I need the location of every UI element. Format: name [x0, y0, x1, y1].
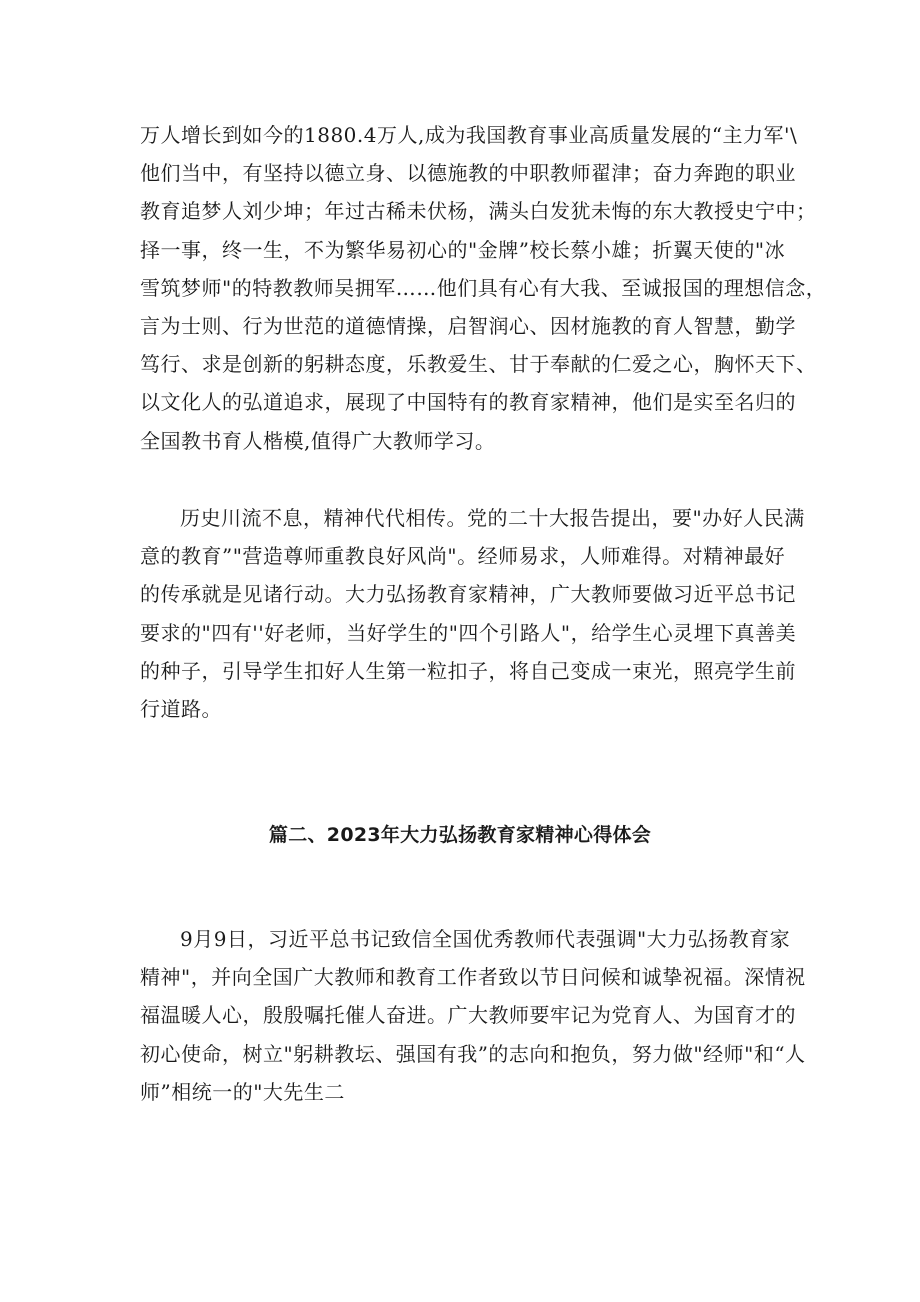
section-heading: 篇二、2023年大力弘扬教育家精神心得体会	[268, 824, 652, 846]
text-line: 福温暖人心，殷殷嘱托催人奋进。广大教师要牢记为党育人、为国育才的	[140, 1003, 796, 1028]
text-line: 笃行、求是创新的躬耕态度，乐教爱生、甘于奉献的仁爱之心，胸怀天下、	[140, 352, 817, 377]
text-line: 意的教育”"营造尊师重教良好风尚"。经师易求，人师难得。对精神最好	[140, 544, 786, 569]
text-line: 行道路。	[140, 696, 222, 721]
text-line: 9月9日，习近平总书记致信全国优秀教师代表强调"大力弘扬教育家	[180, 927, 791, 951]
text-line: 以文化人的弘道追求，展现了中国特有的教育家精神，他们是实至名归的	[140, 390, 796, 415]
text-line: 要求的"四有''好老师，当好学生的"四个引路人"，给学生心灵埋下真善美	[140, 620, 797, 645]
text-line: 初心使命，树立"躬耕教坛、强国有我”的志向和抱负，努力做"经师"和“人	[140, 1041, 806, 1066]
text-line: 择一事，终一生，不为繁华易初心的"金牌”校长蔡小雄；折翼天使的"冰	[140, 237, 786, 262]
text-line: 师”相统一的"大先生二	[140, 1079, 345, 1104]
paragraph-teachers-day-letter	[140, 920, 806, 1111]
text-line: 全国教书育人楷模,值得广大教师学习。	[140, 428, 496, 453]
text-line: 万人增长到如今的1880.4万人,成为我国教育事业高质量发展的“主力军'\	[140, 123, 798, 147]
text-line: 言为士则、行为世范的道德情操，启智润心、因材施教的育人智慧，勤学	[140, 313, 796, 338]
paragraph-spirit-inheritance	[140, 499, 805, 728]
text-line: 雪筑梦师"的特教教师吴拥军……他们具有心有大我、至诚报国的理想信念，	[140, 275, 827, 300]
text-line: 的传承就是见诸行动。大力弘扬教育家精神，广大教师要做习近平总书记	[140, 582, 796, 607]
paragraph-teaching-models	[140, 116, 827, 460]
text-line: 的种子，引导学生扣好人生第一粒扣子，将自己变成一束光，照亮学生前	[140, 658, 796, 683]
text-line: 历史川流不息，精神代代相传。党的二十大报告提出，要"办好人民满	[180, 506, 805, 530]
text-line: 精神"，并向全国广大教师和教育工作者致以节日问候和诚挚祝福。深情祝	[140, 965, 806, 990]
text-line: 他们当中，有坚持以德立身、以德施教的中职教师翟津；奋力奔跑的职业	[140, 161, 796, 186]
text-line: 教育追梦人刘少坤；年过古稀未伏杨，满头白发犹未悔的东大教授史宁中；	[140, 199, 817, 224]
